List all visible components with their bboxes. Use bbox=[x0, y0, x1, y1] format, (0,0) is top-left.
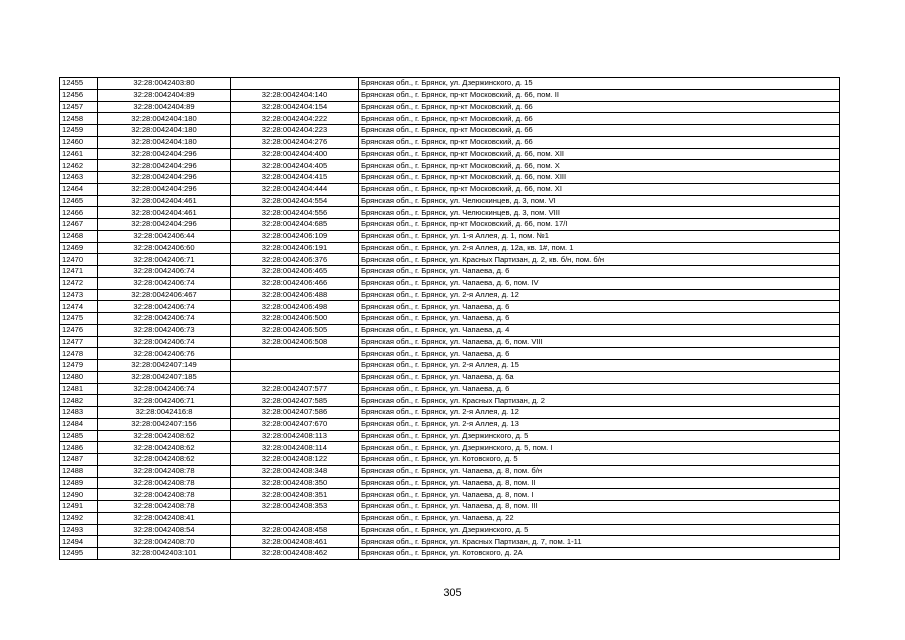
row-number-cell: 12461 bbox=[60, 148, 98, 160]
cadastral-number-cell: 32:28:0042407:149 bbox=[98, 360, 231, 372]
row-number-cell: 12458 bbox=[60, 113, 98, 125]
row-number-cell: 12464 bbox=[60, 183, 98, 195]
cadastral-number-cell: 32:28:0042406:74 bbox=[98, 266, 231, 278]
address-cell: Брянская обл., г. Брянск, ул. Чапаева, д. 6 bbox=[359, 313, 840, 325]
address-cell: Брянская обл., г. Брянск, ул. Дзержинского, д. 5 bbox=[359, 524, 840, 536]
address-cell: Брянская обл., г. Брянск, ул. Чапаева, д. 8, пом. II bbox=[359, 477, 840, 489]
cadastral-number-cell: 32:28:0042404:180 bbox=[98, 136, 231, 148]
address-cell: Брянская обл., г. Брянск, ул. Челюскинцев, д. 3, пом. VIII bbox=[359, 207, 840, 219]
object-cadastral-number-cell: 32:28:0042406:109 bbox=[231, 230, 359, 242]
cadastral-number-cell: 32:28:0042404:296 bbox=[98, 183, 231, 195]
address-cell: Брянская обл., г. Брянск, ул. Чапаева, д. 6, пом. IV bbox=[359, 277, 840, 289]
object-cadastral-number-cell: 32:28:0042408:350 bbox=[231, 477, 359, 489]
cadastral-number-cell: 32:28:0042404:296 bbox=[98, 160, 231, 172]
object-cadastral-number-cell bbox=[231, 371, 359, 383]
cadastral-number-cell: 32:28:0042406:76 bbox=[98, 348, 231, 360]
cadastral-number-cell: 32:28:0042404:89 bbox=[98, 89, 231, 101]
object-cadastral-number-cell: 32:28:0042404:223 bbox=[231, 125, 359, 137]
address-cell: Брянская обл., г. Брянск, ул. Чапаева, д. 8, пом. I bbox=[359, 489, 840, 501]
table-row bbox=[60, 442, 840, 454]
table-row bbox=[60, 383, 840, 395]
cadastral-number-cell: 32:28:0042408:62 bbox=[98, 442, 231, 454]
cadastral-number-cell: 32:28:0042408:54 bbox=[98, 524, 231, 536]
table-row bbox=[60, 277, 840, 289]
table-row bbox=[60, 536, 840, 548]
cadastral-number-cell: 32:28:0042408:62 bbox=[98, 430, 231, 442]
object-cadastral-number-cell: 32:28:0042407:585 bbox=[231, 395, 359, 407]
table-row bbox=[60, 512, 840, 524]
table-row bbox=[60, 407, 840, 419]
row-number-cell: 12457 bbox=[60, 101, 98, 113]
cadastral-number-cell: 32:28:0042408:78 bbox=[98, 489, 231, 501]
row-number-cell: 12480 bbox=[60, 371, 98, 383]
row-number-cell: 12469 bbox=[60, 242, 98, 254]
table-row bbox=[60, 395, 840, 407]
row-number-cell: 12488 bbox=[60, 465, 98, 477]
table-row bbox=[60, 501, 840, 513]
table-row bbox=[60, 254, 840, 266]
row-number-cell: 12462 bbox=[60, 160, 98, 172]
table-row bbox=[60, 183, 840, 195]
object-cadastral-number-cell: 32:28:0042408:348 bbox=[231, 465, 359, 477]
cadastral-number-cell: 32:28:0042406:71 bbox=[98, 254, 231, 266]
table-row bbox=[60, 242, 840, 254]
object-cadastral-number-cell: 32:28:0042404:415 bbox=[231, 172, 359, 184]
object-cadastral-number-cell: 32:28:0042406:508 bbox=[231, 336, 359, 348]
cadastral-number-cell: 32:28:0042404:180 bbox=[98, 125, 231, 137]
object-cadastral-number-cell: 32:28:0042404:685 bbox=[231, 219, 359, 231]
table-row bbox=[60, 348, 840, 360]
address-cell: Брянская обл., г. Брянск, пр-кт Московский, д. 66, пом. 17/I bbox=[359, 219, 840, 231]
row-number-cell: 12460 bbox=[60, 136, 98, 148]
address-cell: Брянская обл., г. Брянск, ул. Котовского, д. 2А bbox=[359, 548, 840, 560]
row-number-cell: 12479 bbox=[60, 360, 98, 372]
row-number-cell: 12478 bbox=[60, 348, 98, 360]
table-row bbox=[60, 301, 840, 313]
table-row bbox=[60, 430, 840, 442]
cadastral-number-cell: 32:28:0042404:296 bbox=[98, 219, 231, 231]
cadastral-number-cell: 32:28:0042403:101 bbox=[98, 548, 231, 560]
object-cadastral-number-cell: 32:28:0042406:488 bbox=[231, 289, 359, 301]
address-cell: Брянская обл., г. Брянск, ул. Чапаева, д. 6 bbox=[359, 383, 840, 395]
cadastral-number-cell: 32:28:0042404:461 bbox=[98, 207, 231, 219]
table-row bbox=[60, 477, 840, 489]
table-row bbox=[60, 418, 840, 430]
object-cadastral-number-cell: 32:28:0042408:351 bbox=[231, 489, 359, 501]
address-cell: Брянская обл., г. Брянск, ул. Красных Партизан, д. 2 bbox=[359, 395, 840, 407]
table-row bbox=[60, 125, 840, 137]
address-cell: Брянская обл., г. Брянск, ул. Чапаева, д. 8, пом. б/н bbox=[359, 465, 840, 477]
object-cadastral-number-cell: 32:28:0042408:462 bbox=[231, 548, 359, 560]
table-row bbox=[60, 160, 840, 172]
row-number-cell: 12470 bbox=[60, 254, 98, 266]
table-row bbox=[60, 324, 840, 336]
row-number-cell: 12465 bbox=[60, 195, 98, 207]
address-cell: Брянская обл., г. Брянск, пр-кт Московский, д. 66, пом. XI bbox=[359, 183, 840, 195]
address-cell: Брянская обл., г. Брянск, ул. Красных Партизан, д. 7, пом. 1-11 bbox=[359, 536, 840, 548]
row-number-cell: 12491 bbox=[60, 501, 98, 513]
address-cell: Брянская обл., г. Брянск, ул. Чапаева, д. 6, пом. VIII bbox=[359, 336, 840, 348]
address-cell: Брянская обл., г. Брянск, пр-кт Московский, д. 66, пом. XII bbox=[359, 148, 840, 160]
address-cell: Брянская обл., г. Брянск, пр-кт Московский, д. 66, пом. II bbox=[359, 89, 840, 101]
cadastral-number-cell: 32:28:0042404:296 bbox=[98, 148, 231, 160]
cadastral-number-cell: 32:28:0042403:80 bbox=[98, 78, 231, 90]
cadastral-number-cell: 32:28:0042408:62 bbox=[98, 454, 231, 466]
row-number-cell: 12489 bbox=[60, 477, 98, 489]
object-cadastral-number-cell: 32:28:0042407:586 bbox=[231, 407, 359, 419]
object-cadastral-number-cell: 32:28:0042408:353 bbox=[231, 501, 359, 513]
cadastral-number-cell: 32:28:0042406:74 bbox=[98, 301, 231, 313]
table-row bbox=[60, 136, 840, 148]
table-row bbox=[60, 289, 840, 301]
table-row bbox=[60, 371, 840, 383]
address-cell: Брянская обл., г. Брянск, пр-кт Московский, д. 66, пом. XIII bbox=[359, 172, 840, 184]
cadastral-number-cell: 32:28:0042408:41 bbox=[98, 512, 231, 524]
table-row bbox=[60, 101, 840, 113]
cadastral-number-cell: 32:28:0042406:74 bbox=[98, 313, 231, 325]
table-row bbox=[60, 207, 840, 219]
table-row bbox=[60, 113, 840, 125]
address-cell: Брянская обл., г. Брянск, ул. Чапаева, д. 4 bbox=[359, 324, 840, 336]
row-number-cell: 12468 bbox=[60, 230, 98, 242]
address-cell: Брянская обл., г. Брянск, ул. Дзержинского, д. 5 bbox=[359, 430, 840, 442]
row-number-cell: 12495 bbox=[60, 548, 98, 560]
address-cell: Брянская обл., г. Брянск, ул. Чапаева, д. 6 bbox=[359, 266, 840, 278]
table-row bbox=[60, 230, 840, 242]
object-cadastral-number-cell: 32:28:0042408:114 bbox=[231, 442, 359, 454]
address-cell: Брянская обл., г. Брянск, ул. Чапаева, д. 8, пом. III bbox=[359, 501, 840, 513]
row-number-cell: 12490 bbox=[60, 489, 98, 501]
object-cadastral-number-cell: 32:28:0042408:122 bbox=[231, 454, 359, 466]
row-number-cell: 12487 bbox=[60, 454, 98, 466]
table-row bbox=[60, 266, 840, 278]
address-cell: Брянская обл., г. Брянск, ул. 2-я Аллея, д. 15 bbox=[359, 360, 840, 372]
address-cell: Брянская обл., г. Брянск, ул. Чапаева, д. 6 bbox=[359, 301, 840, 313]
table-row bbox=[60, 360, 840, 372]
table-row bbox=[60, 195, 840, 207]
object-cadastral-number-cell: 32:28:0042404:222 bbox=[231, 113, 359, 125]
row-number-cell: 12493 bbox=[60, 524, 98, 536]
cadastral-number-cell: 32:28:0042408:70 bbox=[98, 536, 231, 548]
address-cell: Брянская обл., г. Брянск, ул. Котовского, д. 5 bbox=[359, 454, 840, 466]
object-cadastral-number-cell: 32:28:0042406:505 bbox=[231, 324, 359, 336]
table-row bbox=[60, 489, 840, 501]
cadastral-number-cell: 32:28:0042408:78 bbox=[98, 477, 231, 489]
address-cell: Брянская обл., г. Брянск, ул. Чапаева, д. 6а bbox=[359, 371, 840, 383]
object-cadastral-number-cell: 32:28:0042404:554 bbox=[231, 195, 359, 207]
row-number-cell: 12494 bbox=[60, 536, 98, 548]
row-number-cell: 12459 bbox=[60, 125, 98, 137]
address-cell: Брянская обл., г. Брянск, ул. Чапаева, д. 6 bbox=[359, 348, 840, 360]
row-number-cell: 12485 bbox=[60, 430, 98, 442]
object-cadastral-number-cell: 32:28:0042407:670 bbox=[231, 418, 359, 430]
row-number-cell: 12482 bbox=[60, 395, 98, 407]
address-cell: Брянская обл., г. Брянск, пр-кт Московский, д. 66, пом. X bbox=[359, 160, 840, 172]
object-cadastral-number-cell: 32:28:0042404:140 bbox=[231, 89, 359, 101]
row-number-cell: 12455 bbox=[60, 78, 98, 90]
object-cadastral-number-cell bbox=[231, 348, 359, 360]
object-cadastral-number-cell: 32:28:0042404:405 bbox=[231, 160, 359, 172]
object-cadastral-number-cell: 32:28:0042404:400 bbox=[231, 148, 359, 160]
table-row bbox=[60, 78, 840, 90]
address-cell: Брянская обл., г. Брянск, ул. 1-я Аллея, д. 1, пом. №1 bbox=[359, 230, 840, 242]
object-cadastral-number-cell: 32:28:0042408:461 bbox=[231, 536, 359, 548]
table-row bbox=[60, 454, 840, 466]
address-cell: Брянская обл., г. Брянск, ул. Дзержинского, д. 15 bbox=[359, 78, 840, 90]
cadastral-number-cell: 32:28:0042407:156 bbox=[98, 418, 231, 430]
address-cell: Брянская обл., г. Брянск, пр-кт Московский, д. 66 bbox=[359, 136, 840, 148]
table-row bbox=[60, 313, 840, 325]
address-cell: Брянская обл., г. Брянск, ул. Челюскинцев, д. 3, пом. VI bbox=[359, 195, 840, 207]
table-row bbox=[60, 219, 840, 231]
cadastral-number-cell: 32:28:0042408:78 bbox=[98, 501, 231, 513]
row-number-cell: 12463 bbox=[60, 172, 98, 184]
cadastral-number-cell: 32:28:0042406:60 bbox=[98, 242, 231, 254]
row-number-cell: 12471 bbox=[60, 266, 98, 278]
row-number-cell: 12486 bbox=[60, 442, 98, 454]
cadastral-number-cell: 32:28:0042406:74 bbox=[98, 277, 231, 289]
address-cell: Брянская обл., г. Брянск, ул. Дзержинского, д. 5, пом. I bbox=[359, 442, 840, 454]
address-cell: Брянская обл., г. Брянск, пр-кт Московский, д. 66 bbox=[359, 113, 840, 125]
cadastral-number-cell: 32:28:0042404:296 bbox=[98, 172, 231, 184]
page-number: 305 bbox=[443, 587, 462, 599]
row-number-cell: 12492 bbox=[60, 512, 98, 524]
table-row bbox=[60, 89, 840, 101]
row-number-cell: 12475 bbox=[60, 313, 98, 325]
object-cadastral-number-cell: 32:28:0042404:556 bbox=[231, 207, 359, 219]
table-row bbox=[60, 465, 840, 477]
address-cell: Брянская обл., г. Брянск, пр-кт Московский, д. 66 bbox=[359, 125, 840, 137]
object-cadastral-number-cell bbox=[231, 78, 359, 90]
cadastral-number-cell: 32:28:0042404:180 bbox=[98, 113, 231, 125]
registry-table bbox=[59, 77, 840, 560]
object-cadastral-number-cell: 32:28:0042408:458 bbox=[231, 524, 359, 536]
object-cadastral-number-cell: 32:28:0042407:577 bbox=[231, 383, 359, 395]
row-number-cell: 12481 bbox=[60, 383, 98, 395]
table-row bbox=[60, 336, 840, 348]
address-cell: Брянская обл., г. Брянск, ул. 2-я Аллея, д. 13 bbox=[359, 418, 840, 430]
address-cell: Брянская обл., г. Брянск, ул. Чапаева, д. 22 bbox=[359, 512, 840, 524]
object-cadastral-number-cell: 32:28:0042408:113 bbox=[231, 430, 359, 442]
object-cadastral-number-cell: 32:28:0042406:376 bbox=[231, 254, 359, 266]
row-number-cell: 12466 bbox=[60, 207, 98, 219]
cadastral-number-cell: 32:28:0042406:44 bbox=[98, 230, 231, 242]
address-cell: Брянская обл., г. Брянск, ул. 2-я Аллея, д. 12 bbox=[359, 289, 840, 301]
address-cell: Брянская обл., г. Брянск, ул. Красных Партизан, д. 2, кв. б/н, пом. б/н bbox=[359, 254, 840, 266]
row-number-cell: 12456 bbox=[60, 89, 98, 101]
row-number-cell: 12477 bbox=[60, 336, 98, 348]
row-number-cell: 12474 bbox=[60, 301, 98, 313]
row-number-cell: 12467 bbox=[60, 219, 98, 231]
object-cadastral-number-cell: 32:28:0042406:191 bbox=[231, 242, 359, 254]
object-cadastral-number-cell: 32:28:0042404:154 bbox=[231, 101, 359, 113]
cadastral-number-cell: 32:28:0042406:467 bbox=[98, 289, 231, 301]
cadastral-number-cell: 32:28:0042404:89 bbox=[98, 101, 231, 113]
registry-table-body bbox=[60, 78, 840, 560]
object-cadastral-number-cell bbox=[231, 360, 359, 372]
cadastral-number-cell: 32:28:0042407:185 bbox=[98, 371, 231, 383]
table-row bbox=[60, 548, 840, 560]
cadastral-number-cell: 32:28:0042406:74 bbox=[98, 336, 231, 348]
object-cadastral-number-cell: 32:28:0042406:466 bbox=[231, 277, 359, 289]
row-number-cell: 12472 bbox=[60, 277, 98, 289]
address-cell: Брянская обл., г. Брянск, пр-кт Московский, д. 66 bbox=[359, 101, 840, 113]
table-row bbox=[60, 524, 840, 536]
row-number-cell: 12476 bbox=[60, 324, 98, 336]
row-number-cell: 12473 bbox=[60, 289, 98, 301]
object-cadastral-number-cell: 32:28:0042404:444 bbox=[231, 183, 359, 195]
cadastral-number-cell: 32:28:0042406:74 bbox=[98, 383, 231, 395]
address-cell: Брянская обл., г. Брянск, ул. 2-я Аллея, д. 12а, кв. 1#, пом. 1 bbox=[359, 242, 840, 254]
object-cadastral-number-cell bbox=[231, 512, 359, 524]
object-cadastral-number-cell: 32:28:0042406:498 bbox=[231, 301, 359, 313]
table-row bbox=[60, 172, 840, 184]
object-cadastral-number-cell: 32:28:0042406:465 bbox=[231, 266, 359, 278]
row-number-cell: 12484 bbox=[60, 418, 98, 430]
cadastral-number-cell: 32:28:0042408:78 bbox=[98, 465, 231, 477]
table-row bbox=[60, 148, 840, 160]
address-cell: Брянская обл., г. Брянск, ул. 2-я Аллея, д. 12 bbox=[359, 407, 840, 419]
cadastral-number-cell: 32:28:0042416:8 bbox=[98, 407, 231, 419]
object-cadastral-number-cell: 32:28:0042404:276 bbox=[231, 136, 359, 148]
cadastral-number-cell: 32:28:0042406:71 bbox=[98, 395, 231, 407]
cadastral-number-cell: 32:28:0042406:73 bbox=[98, 324, 231, 336]
row-number-cell: 12483 bbox=[60, 407, 98, 419]
object-cadastral-number-cell: 32:28:0042406:500 bbox=[231, 313, 359, 325]
cadastral-number-cell: 32:28:0042404:461 bbox=[98, 195, 231, 207]
